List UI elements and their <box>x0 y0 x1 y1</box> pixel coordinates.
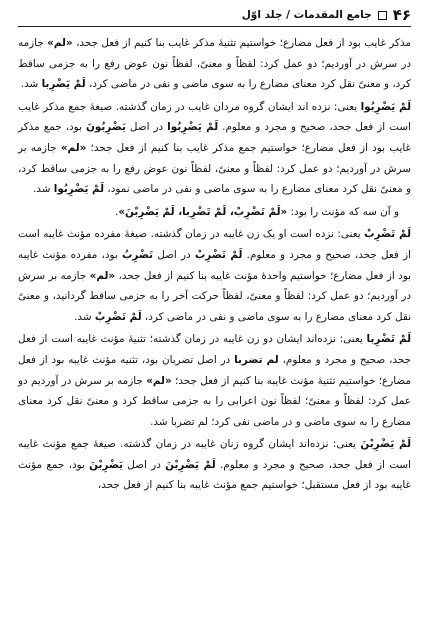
verb-form-term: «لم» <box>60 141 87 154</box>
verb-form-term: لَمْ یَضْرِبُوا <box>167 121 219 134</box>
paragraph-text: در اصل <box>125 121 168 134</box>
verb-form-term: یَضْرِبْنَ <box>89 458 123 471</box>
verb-form-term: تَضْرِبُ <box>121 248 153 261</box>
verb-form-term: لَمْ تَضْرِبْ <box>364 228 411 241</box>
paragraph-text: جازمه بر سرش در آوردیم؛ دو عمل کرد: لفظاً و معنیً، لفظاً حرکت آخر را به جزمی ساقط گردانید، و معنیً نقل کرد معنای مضارع را به سوی ماضی و نفی در ماضی کرد، <box>18 269 411 323</box>
paragraph-text: در اصل <box>152 248 195 261</box>
verb-form-term: «لَمْ تَضْرِبْ، لَمْ تَضْرِبا، لَمْ یَضْرِبْنَ» <box>118 205 288 218</box>
running-title: جامع المقدمات / جلد اوّل <box>241 9 372 21</box>
paragraph-text: جازمه بر سرش در آوردیم؛ دو عمل کرد: لفظاً و معنیً، لفظاً نون عوض رفع را به جزمی ساقط کرد، و معنیً نقل کرد معنای مضارع را به سوی ماضی و نفی در ماضی نمود، <box>18 141 411 196</box>
paragraph-text: در اصل تضربان بود، تثنیه مؤنث غایبه بود از فعل مضارع؛ خواستیم تثنیهٔ مؤنث غایبه بنا کنیم از فعل جحد؛ <box>18 353 411 387</box>
verb-form-term: لَمْ یَضْرِبْنَ <box>360 438 411 451</box>
paragraph-text: جازمه در سرش در آوردیم؛ دو عمل کرد: لفظاً و معنیً، لفظاً نون عوض رفع را به جزمی ساقط کرد، و معنیً نقل کرد معنای مضارع را به سوی ماضی و نفی در ماضی کرد، <box>18 37 411 91</box>
paragraph-text: بود، جمع مؤنث غایبه بود از فعل مستقبل؛ خواستیم جمع مؤنث غایبه بنا کنیم از فعل جحد، <box>18 458 411 492</box>
paragraph-text: بود، جمع مذکر غایب بود از فعل مضارع؛ خواستیم جمع مذکر غایب بنا کنیم از فعل جحد؛ <box>18 121 411 154</box>
square-ornament-icon <box>378 11 387 20</box>
paragraph-p4 <box>18 224 411 327</box>
paragraph-p6 <box>18 434 411 496</box>
verb-form-term: یَضْرِبُونَ <box>85 121 126 134</box>
paragraph-text: یعنی: نزده اند ایشان گروه مردان غایب در زمان گذشته. صیغهٔ جمع مذکر غایب است از فعل جحد، صحیح و مجرد و معلوم. <box>18 100 411 134</box>
verb-form-term: لَمْ تَضْرِبْ <box>94 310 142 323</box>
paragraph-text: شد. <box>33 183 54 196</box>
verb-form-term: لم تضربا <box>234 353 279 366</box>
page-number: ۴۶ <box>392 6 411 24</box>
paragraph-text: یعنی: نزده‌اند ایشان گروه زنان غایبه در زمان گذشته. صیغهٔ جمع مؤنث غایبه است از فعل جحد، صحیح و مجرد و معلوم. <box>18 438 411 471</box>
verb-form-term: «لم» <box>89 269 116 282</box>
paragraph-text: یعنی: نزده است او یک زن غایبه در زمان گذشته. صیغهٔ مفرده مؤنث غایبه است از فعل جحد، صحیح و مجرد و معلوم. <box>18 228 411 261</box>
paragraph-text: در اصل <box>123 458 166 471</box>
paragraph-p1 <box>18 33 411 95</box>
body-text <box>18 33 411 496</box>
verb-form-term: لَمْ یَضْرِبا <box>41 78 86 91</box>
paragraph-text: . <box>115 205 119 218</box>
paragraph-p2 <box>18 97 411 200</box>
verb-form-term: لَمْ تَضْرِبْ <box>194 248 243 261</box>
paragraph-text: و آن سه که مؤنث را بود: <box>287 205 399 218</box>
paragraph-p3 <box>18 202 411 223</box>
verb-form-term: لَمْ یَضْرِبُوا <box>360 100 411 113</box>
paragraph-text: شد. <box>74 310 95 323</box>
paragraph-text: جازمه بر سرش در آوردیم دو عمل کرد: لفظاً و معنیً؛ لفظاً نون اعرابی را به جزمی ساقط کرد و معنیً نقل کرد معنای مضارع را به سوی ماضی و در ماضی نفی کرد؛ لم تضربا شد. <box>18 374 411 428</box>
verb-form-term: «لم» <box>146 374 172 387</box>
page-header <box>18 4 411 27</box>
paragraph-text: یعنی: نزده‌اند ایشان دو زن غایبه در زمان گذشته؛ تثنیهٔ مؤنث غایبه است از فعل جحد، صحیح و مجرد و معلوم، <box>18 333 411 366</box>
paragraph-text: بود، مفرده مؤنث غایبه بود از فعل مضارع؛ خواستیم واحدهٔ مؤنث غایبه بنا کنیم از فعل جحد، <box>18 248 411 282</box>
paragraph-p5 <box>18 329 411 432</box>
verb-form-term: لَمْ تَضْرِبا <box>366 333 412 346</box>
verb-form-term: لَمْ یَضْرِبُوا <box>53 183 105 196</box>
paragraph-text: شد. <box>20 78 42 91</box>
verb-form-term: لَمْ یَضْرِبْنَ <box>165 458 216 471</box>
paragraph-text: مذکر غایب بود از فعل مضارع؛ خواستیم تثنیهٔ مذکر غایب بنا کنیم از فعل جحد، <box>72 37 412 49</box>
verb-form-term: «لم» <box>47 37 73 49</box>
